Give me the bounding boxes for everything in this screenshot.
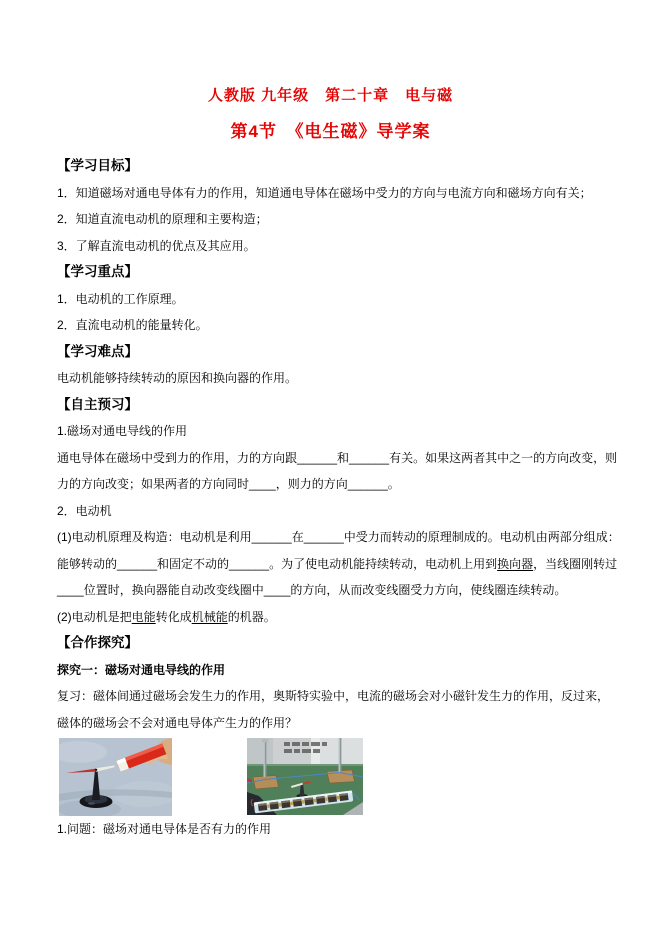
difficulty-text: 电动机能够持续转动的原因和换向器的作用。 [57,371,298,385]
section-heading-difficulty: 【学习难点】 [57,343,138,359]
explore-topic-1-heading: 探究一：磁场对通电导线的作用 [57,662,226,677]
document-body [57,153,620,843]
preview-p1-line2: 力的方向改变；如果两者的方向同时____，则力的方向______。 [57,477,400,491]
section-heading-goals: 【学习目标】 [57,158,138,173]
preview-topic-1: 1.磁场对通电导线的作用 [57,424,188,438]
goal-item-2: 2．知道直流电动机的原理和主要构造； [57,212,268,226]
preview-topic-2: 2．电动机 [57,503,112,518]
focus-item-2: 2．直流电动机的能量转化。 [57,318,208,332]
text-segment: (2)电动机是把 [57,609,132,624]
preview-p2-line2 [57,551,618,578]
photo-magnet-near-compass-needle [59,738,172,816]
section-heading-preview: 【自主预习】 [57,396,138,412]
section-heading-explore: 【合作探究】 [57,635,138,650]
text-segment: 能够转动的______和固定不动的______。为了使电动机能持续转动，电动机上用到 [57,556,498,571]
goal-item-1: 1．知道磁场对通电导体有力的作用，知道通电导体在磁场中受力的方向与电流方向和磁场方向有关； [57,185,592,200]
underlined-answer-electric-energy: 电能 [131,609,156,624]
preview-p2-line1: (1)电动机原理及构造：电动机是利用______在______中受力而转动的原理制成的。电动机由两部分组成： [57,530,620,544]
preview-p3 [57,604,606,631]
section-heading-focus: 【学习重点】 [57,264,138,279]
goal-item-3: 3．了解直流电动机的优点及其应用。 [57,238,256,253]
preview-p1-line1: 通电导体在磁场中受到力的作用，力的方向跟______和______有关。如果这两者其中之一的方向改变，则 [57,450,618,465]
review-line1: 复习：磁体间通过磁场会发生力的作用，奥斯特实验中，电流的磁场会对小磁针发生力的作用，反过来， [57,689,610,703]
experiment-photos-row [59,738,606,816]
preview-p2-line3: ____位置时，换向器能自动改变线圈中____的方向，从而改变线圈受力方向，使线圈连续转动。 [57,583,567,597]
focus-item-1: 1．电动机的工作原理。 [57,291,184,306]
photo-gap [172,738,247,739]
review-line2: 磁体的磁场会不会对通电导体产生力的作用？ [57,715,298,730]
text-segment: 转化成 [155,609,192,624]
text-segment: 的机器。 [227,609,276,624]
text-segment: ，当线圈刚转过 [533,556,618,571]
doc-subtitle: 第4节 《电生磁》导学案 [230,122,431,141]
underlined-term-commutator: 换向器 [497,556,534,571]
underlined-answer-mechanical-energy: 机械能 [191,609,228,624]
doc-title: 人教版 九年级 第二十章 电与磁 [207,87,454,104]
photo-wire-stands-battery-setup [247,738,363,815]
question-1: 1.问题：磁场对通电导体是否有力的作用 [57,822,272,836]
